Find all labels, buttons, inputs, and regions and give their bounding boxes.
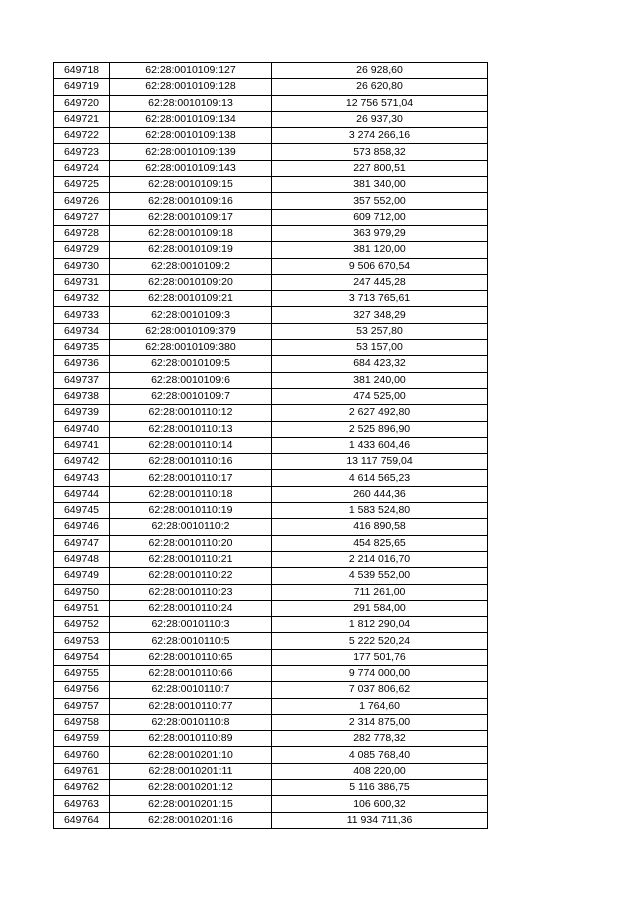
row-number-cell: 649725	[54, 177, 110, 193]
table-body	[54, 63, 488, 829]
table-row	[54, 665, 488, 681]
row-number-cell: 649741	[54, 437, 110, 453]
cadastral-number-cell: 62:28:0010110:13	[110, 421, 272, 437]
cadastral-number-cell: 62:28:0010110:16	[110, 454, 272, 470]
table-row	[54, 177, 488, 193]
table-row	[54, 568, 488, 584]
table-row	[54, 291, 488, 307]
cadastral-value-cell: 227 800,51	[272, 160, 488, 176]
table-row	[54, 372, 488, 388]
cadastral-number-cell: 62:28:0010201:16	[110, 812, 272, 828]
cadastral-number-cell: 62:28:0010110:17	[110, 470, 272, 486]
table-row	[54, 633, 488, 649]
row-number-cell: 649722	[54, 128, 110, 144]
cadastral-value-cell: 1 764,60	[272, 698, 488, 714]
cadastral-number-cell: 62:28:0010110:77	[110, 698, 272, 714]
cadastral-number-cell: 62:28:0010201:10	[110, 747, 272, 763]
row-number-cell: 649757	[54, 698, 110, 714]
row-number-cell: 649723	[54, 144, 110, 160]
cadastral-number-cell: 62:28:0010109:21	[110, 291, 272, 307]
row-number-cell: 649746	[54, 519, 110, 535]
cadastral-value-cell: 1 433 604,46	[272, 437, 488, 453]
cadastral-value-table	[53, 62, 488, 829]
row-number-cell: 649736	[54, 356, 110, 372]
cadastral-value-cell: 26 937,30	[272, 111, 488, 127]
cadastral-value-cell: 2 214 016,70	[272, 551, 488, 567]
cadastral-value-cell: 11 934 711,36	[272, 812, 488, 828]
table-row	[54, 747, 488, 763]
cadastral-value-cell: 282 778,32	[272, 731, 488, 747]
table-row	[54, 95, 488, 111]
table-row	[54, 356, 488, 372]
cadastral-number-cell: 62:28:0010109:138	[110, 128, 272, 144]
table-row	[54, 470, 488, 486]
table-row	[54, 160, 488, 176]
cadastral-value-cell: 2 525 896,90	[272, 421, 488, 437]
cadastral-number-cell: 62:28:0010110:19	[110, 503, 272, 519]
cadastral-number-cell: 62:28:0010109:380	[110, 340, 272, 356]
cadastral-value-cell: 2 314 875,00	[272, 714, 488, 730]
cadastral-value-cell: 5 222 520,24	[272, 633, 488, 649]
cadastral-number-cell: 62:28:0010109:6	[110, 372, 272, 388]
cadastral-number-cell: 62:28:0010201:11	[110, 763, 272, 779]
row-number-cell: 649742	[54, 454, 110, 470]
cadastral-number-cell: 62:28:0010109:5	[110, 356, 272, 372]
cadastral-number-cell: 62:28:0010109:128	[110, 79, 272, 95]
cadastral-number-cell: 62:28:0010110:24	[110, 600, 272, 616]
table-row	[54, 503, 488, 519]
row-number-cell: 649755	[54, 665, 110, 681]
cadastral-number-cell: 62:28:0010110:3	[110, 617, 272, 633]
cadastral-number-cell: 62:28:0010201:15	[110, 796, 272, 812]
row-number-cell: 649727	[54, 209, 110, 225]
row-number-cell: 649733	[54, 307, 110, 323]
cadastral-number-cell: 62:28:0010110:12	[110, 405, 272, 421]
cadastral-number-cell: 62:28:0010109:379	[110, 323, 272, 339]
cadastral-value-cell: 260 444,36	[272, 486, 488, 502]
row-number-cell: 649751	[54, 600, 110, 616]
cadastral-value-cell: 3 274 266,16	[272, 128, 488, 144]
row-number-cell: 649739	[54, 405, 110, 421]
cadastral-number-cell: 62:28:0010109:18	[110, 225, 272, 241]
cadastral-number-cell: 62:28:0010109:3	[110, 307, 272, 323]
cadastral-number-cell: 62:28:0010110:2	[110, 519, 272, 535]
table-row	[54, 193, 488, 209]
table-row	[54, 617, 488, 633]
table-row	[54, 405, 488, 421]
row-number-cell: 649729	[54, 242, 110, 258]
cadastral-value-cell: 7 037 806,62	[272, 682, 488, 698]
table-row	[54, 63, 488, 79]
cadastral-number-cell: 62:28:0010110:66	[110, 665, 272, 681]
table-row	[54, 274, 488, 290]
table-row	[54, 111, 488, 127]
table-row	[54, 812, 488, 828]
cadastral-number-cell: 62:28:0010110:18	[110, 486, 272, 502]
table-row	[54, 731, 488, 747]
cadastral-value-cell: 363 979,29	[272, 225, 488, 241]
cadastral-value-cell: 711 261,00	[272, 584, 488, 600]
table-row	[54, 421, 488, 437]
cadastral-value-cell: 416 890,58	[272, 519, 488, 535]
table-row	[54, 225, 488, 241]
cadastral-value-cell: 53 257,80	[272, 323, 488, 339]
cadastral-value-cell: 474 525,00	[272, 388, 488, 404]
row-number-cell: 649744	[54, 486, 110, 502]
cadastral-value-cell: 609 712,00	[272, 209, 488, 225]
cadastral-number-cell: 62:28:0010110:20	[110, 535, 272, 551]
cadastral-value-cell: 4 614 565,23	[272, 470, 488, 486]
cadastral-number-cell: 62:28:0010110:14	[110, 437, 272, 453]
table-row	[54, 388, 488, 404]
cadastral-number-cell: 62:28:0010109:20	[110, 274, 272, 290]
cadastral-value-cell: 26 928,60	[272, 63, 488, 79]
row-number-cell: 649754	[54, 649, 110, 665]
cadastral-number-cell: 62:28:0010110:5	[110, 633, 272, 649]
row-number-cell: 649748	[54, 551, 110, 567]
row-number-cell: 649737	[54, 372, 110, 388]
cadastral-number-cell: 62:28:0010109:17	[110, 209, 272, 225]
cadastral-value-cell: 12 756 571,04	[272, 95, 488, 111]
cadastral-number-cell: 62:28:0010109:7	[110, 388, 272, 404]
table-row	[54, 600, 488, 616]
cadastral-number-cell: 62:28:0010110:22	[110, 568, 272, 584]
row-number-cell: 649747	[54, 535, 110, 551]
cadastral-number-cell: 62:28:0010109:127	[110, 63, 272, 79]
cadastral-value-cell: 357 552,00	[272, 193, 488, 209]
cadastral-number-cell: 62:28:0010109:134	[110, 111, 272, 127]
row-number-cell: 649761	[54, 763, 110, 779]
table-row	[54, 128, 488, 144]
cadastral-value-cell: 9 774 000,00	[272, 665, 488, 681]
cadastral-value-cell: 573 858,32	[272, 144, 488, 160]
cadastral-number-cell: 62:28:0010109:2	[110, 258, 272, 274]
cadastral-value-cell: 381 240,00	[272, 372, 488, 388]
cadastral-number-cell: 62:28:0010110:65	[110, 649, 272, 665]
cadastral-value-cell: 381 120,00	[272, 242, 488, 258]
table-row	[54, 486, 488, 502]
table-row	[54, 454, 488, 470]
cadastral-value-cell: 1 583 524,80	[272, 503, 488, 519]
cadastral-value-cell: 247 445,28	[272, 274, 488, 290]
cadastral-value-cell: 327 348,29	[272, 307, 488, 323]
table-row	[54, 242, 488, 258]
cadastral-value-cell: 1 812 290,04	[272, 617, 488, 633]
row-number-cell: 649743	[54, 470, 110, 486]
table-row	[54, 763, 488, 779]
row-number-cell: 649730	[54, 258, 110, 274]
cadastral-number-cell: 62:28:0010109:139	[110, 144, 272, 160]
row-number-cell: 649760	[54, 747, 110, 763]
cadastral-value-cell: 454 825,65	[272, 535, 488, 551]
cadastral-value-cell: 5 116 386,75	[272, 780, 488, 796]
table-row	[54, 323, 488, 339]
row-number-cell: 649753	[54, 633, 110, 649]
cadastral-number-cell: 62:28:0010109:19	[110, 242, 272, 258]
row-number-cell: 649750	[54, 584, 110, 600]
cadastral-value-cell: 13 117 759,04	[272, 454, 488, 470]
row-number-cell: 649718	[54, 63, 110, 79]
row-number-cell: 649740	[54, 421, 110, 437]
cadastral-value-cell: 4 539 552,00	[272, 568, 488, 584]
cadastral-value-cell: 381 340,00	[272, 177, 488, 193]
row-number-cell: 649724	[54, 160, 110, 176]
row-number-cell: 649732	[54, 291, 110, 307]
row-number-cell: 649764	[54, 812, 110, 828]
cadastral-number-cell: 62:28:0010109:15	[110, 177, 272, 193]
table-row	[54, 79, 488, 95]
row-number-cell: 649735	[54, 340, 110, 356]
row-number-cell: 649762	[54, 780, 110, 796]
cadastral-number-cell: 62:28:0010110:23	[110, 584, 272, 600]
cadastral-value-cell: 177 501,76	[272, 649, 488, 665]
cadastral-value-cell: 291 584,00	[272, 600, 488, 616]
table-row	[54, 551, 488, 567]
table-row	[54, 258, 488, 274]
row-number-cell: 649721	[54, 111, 110, 127]
cadastral-value-cell: 9 506 670,54	[272, 258, 488, 274]
cadastral-value-cell: 106 600,32	[272, 796, 488, 812]
table-row	[54, 682, 488, 698]
cadastral-value-cell: 408 220,00	[272, 763, 488, 779]
row-number-cell: 649731	[54, 274, 110, 290]
cadastral-value-cell: 684 423,32	[272, 356, 488, 372]
cadastral-number-cell: 62:28:0010110:7	[110, 682, 272, 698]
cadastral-value-cell: 4 085 768,40	[272, 747, 488, 763]
row-number-cell: 649756	[54, 682, 110, 698]
row-number-cell: 649719	[54, 79, 110, 95]
row-number-cell: 649749	[54, 568, 110, 584]
table-row	[54, 780, 488, 796]
table-row	[54, 649, 488, 665]
table-row	[54, 307, 488, 323]
cadastral-number-cell: 62:28:0010110:89	[110, 731, 272, 747]
row-number-cell: 649728	[54, 225, 110, 241]
table-row	[54, 584, 488, 600]
row-number-cell: 649763	[54, 796, 110, 812]
cadastral-value-cell: 2 627 492,80	[272, 405, 488, 421]
cadastral-number-cell: 62:28:0010109:16	[110, 193, 272, 209]
row-number-cell: 649726	[54, 193, 110, 209]
table-row	[54, 340, 488, 356]
cadastral-number-cell: 62:28:0010109:13	[110, 95, 272, 111]
row-number-cell: 649738	[54, 388, 110, 404]
table-row	[54, 535, 488, 551]
table-row	[54, 437, 488, 453]
row-number-cell: 649734	[54, 323, 110, 339]
table-row	[54, 714, 488, 730]
row-number-cell: 649752	[54, 617, 110, 633]
table-row	[54, 209, 488, 225]
table-row	[54, 519, 488, 535]
row-number-cell: 649745	[54, 503, 110, 519]
cadastral-value-cell: 26 620,80	[272, 79, 488, 95]
row-number-cell: 649759	[54, 731, 110, 747]
table-row	[54, 144, 488, 160]
cadastral-value-cell: 3 713 765,61	[272, 291, 488, 307]
cadastral-number-cell: 62:28:0010109:143	[110, 160, 272, 176]
table-row	[54, 698, 488, 714]
cadastral-number-cell: 62:28:0010201:12	[110, 780, 272, 796]
row-number-cell: 649720	[54, 95, 110, 111]
table-row	[54, 796, 488, 812]
cadastral-number-cell: 62:28:0010110:8	[110, 714, 272, 730]
cadastral-number-cell: 62:28:0010110:21	[110, 551, 272, 567]
cadastral-value-cell: 53 157,00	[272, 340, 488, 356]
row-number-cell: 649758	[54, 714, 110, 730]
